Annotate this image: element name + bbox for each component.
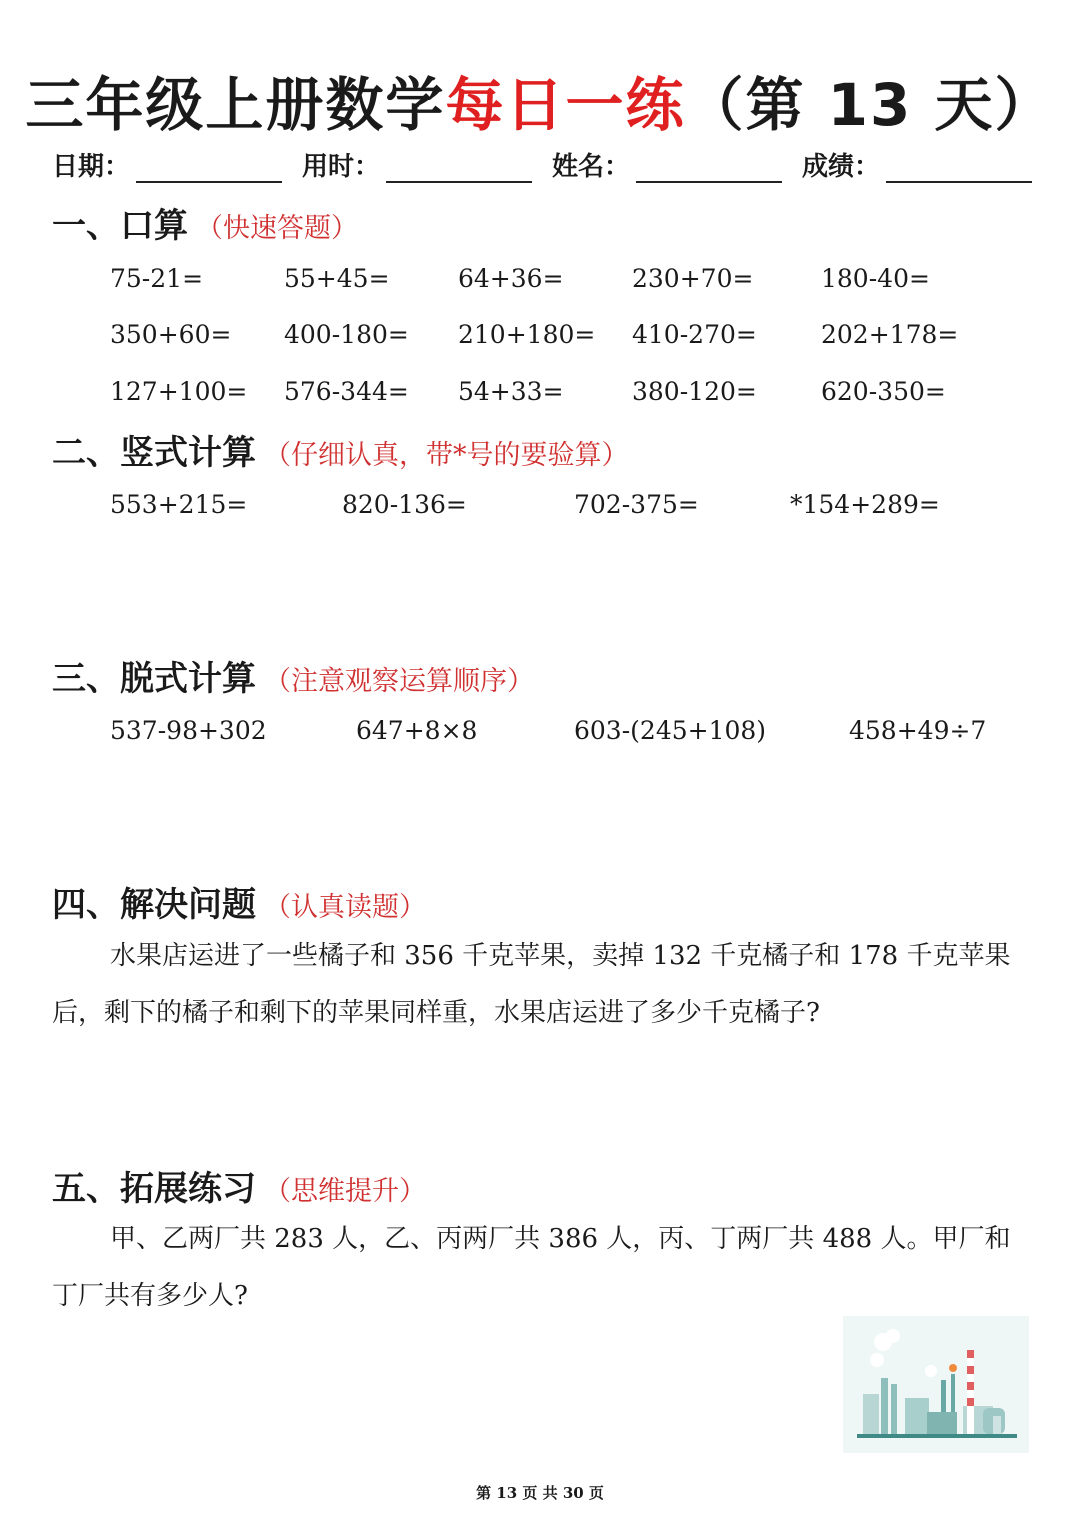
oral-item: 576-344=	[284, 377, 409, 406]
stepwise-calc-item: 647+8×8	[356, 716, 478, 745]
oral-item: 55+45=	[284, 264, 390, 293]
section-4-heading	[52, 877, 426, 926]
name-label: 姓名：	[551, 152, 630, 182]
date-label: 日期：	[52, 152, 131, 182]
date-blank[interactable]	[136, 151, 282, 183]
section-1-title: 一、口算	[52, 206, 188, 246]
section-1-heading	[52, 198, 358, 247]
stepwise-calc-item: 603-(245+108)	[574, 716, 767, 745]
vertical-calc-item: *154+289=	[790, 490, 940, 519]
word-problem-text: 水果店运进了一些橘子和 356 千克苹果，卖掉 132 千克橘子和 178 千克苹果后，剩下的橘子和剩下的苹果同样重，水果店运进了多少千克橘子?	[52, 941, 1011, 1028]
section-3-title: 三、脱式计算	[52, 659, 256, 699]
vertical-calc-item: 702-375=	[574, 490, 699, 519]
oral-item: 54+33=	[458, 377, 564, 406]
title-main: 三年级上册数学	[25, 71, 446, 139]
section-5-heading	[52, 1161, 426, 1210]
score-label: 成绩：	[801, 152, 880, 182]
extension-problem-text: 甲、乙两厂共 283 人，乙、丙两厂共 386 人，丙、丁两厂共 488 人。甲厂和丁厂共有多少人?	[52, 1224, 1011, 1311]
name-blank[interactable]	[636, 151, 782, 183]
date-field	[52, 146, 282, 183]
time-blank[interactable]	[386, 151, 532, 183]
title-day: （第 13 天）	[685, 71, 1055, 139]
oral-item: 230+70=	[632, 264, 754, 293]
section-3-note: （注意观察运算顺序）	[264, 666, 534, 697]
section-3-heading	[52, 651, 534, 700]
oral-item: 180-40=	[821, 264, 930, 293]
score-blank[interactable]	[886, 151, 1032, 183]
time-label: 用时：	[301, 152, 380, 182]
info-row	[52, 146, 1032, 183]
section-5-note: （思维提升）	[264, 1176, 426, 1207]
oral-item: 400-180=	[284, 320, 409, 349]
section-4-title: 四、解决问题	[52, 885, 256, 925]
section-2-note: （仔细认真，带*号的要验算）	[264, 440, 629, 471]
oral-item: 350+60=	[110, 320, 232, 349]
oral-item: 64+36=	[458, 264, 564, 293]
vertical-calc-item: 553+215=	[110, 490, 248, 519]
time-field	[302, 146, 532, 183]
oral-item: 620-350=	[821, 377, 946, 406]
factory-illustration	[843, 1316, 1029, 1453]
section-5-title: 五、拓展练习	[52, 1169, 256, 1209]
section-2-title: 二、竖式计算	[52, 433, 256, 473]
name-field	[552, 146, 782, 183]
title-highlight: 每日一练	[445, 71, 686, 139]
score-field	[802, 146, 1032, 183]
page-footer: 第 13 页 共 30 页	[476, 1484, 604, 1502]
oral-item: 75-21=	[110, 264, 204, 293]
page-title	[0, 58, 1080, 142]
oral-item: 210+180=	[458, 320, 596, 349]
section-2-heading	[52, 425, 629, 474]
oral-item: 380-120=	[632, 377, 757, 406]
section-1-note: （快速答题）	[196, 213, 358, 244]
stepwise-calc-item: 537-98+302	[110, 716, 267, 745]
vertical-calc-item: 820-136=	[342, 490, 467, 519]
stepwise-calc-item: 458+49÷7	[849, 716, 987, 745]
oral-item: 127+100=	[110, 377, 248, 406]
oral-item: 410-270=	[632, 320, 757, 349]
oral-item: 202+178=	[821, 320, 959, 349]
section-4-note: （认真读题）	[264, 892, 426, 923]
